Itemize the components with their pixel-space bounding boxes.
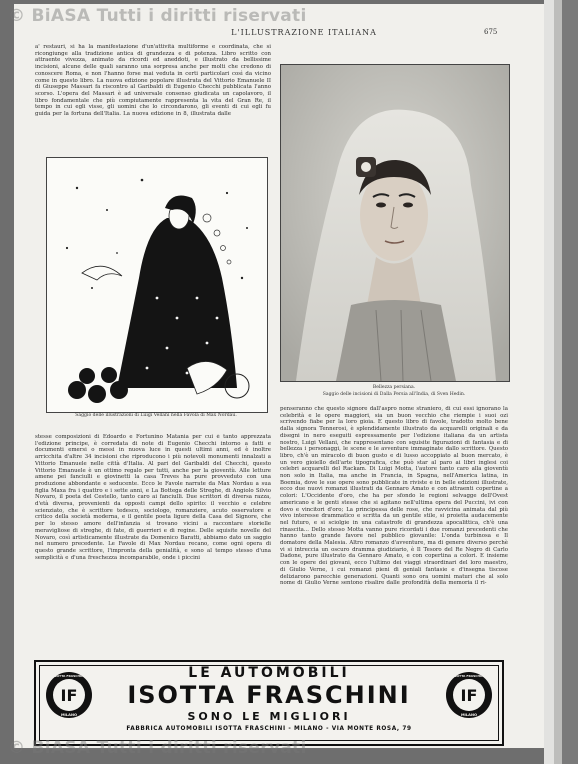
watermark-bottom: © BiASA Tutti i diritti riservati <box>8 738 307 758</box>
favole-illustration <box>46 157 268 413</box>
persian-caption-text: Saggio delle incisioni di Dalla Persia all'India, di Sven Hedin. <box>322 392 466 397</box>
page-edge-dark <box>562 0 578 764</box>
if-logo-right-bottom: MILANO <box>460 713 478 717</box>
right-column-bottom-text: penseranno che questo signore dall'aspro nome straniero, di cui essi ignorano la celebrità e le opere maggiori, sia un buon vecchio che riempie i suoi ozi scrivendo fiabe per la loro gioia. E questo libro di favole, tradotto molto bene dalla signora Tennerosi, è splendidamente illustrato da acquarelli originali e da disegni in nero eseguiti espressamente per l'edizione italiana da un artista nostro, Luigi Vellani, che rappresentano con squisite figurazioni di fantasia e di bellezza i personaggi, le scene e le avventure immaginate dallo scrittore. Questo libro, ch'è un miracolo di buon gusto e di lusso accoppiato al buon mercato, è un vero gioiello dell'arte tipografica, che può star al paro ai libri inglesi coi celebri acquarelli del Rackam. Di Luigi Motta, l'autore tanto caro alla gioventù non solo in Italia, ma anche in Francia, in Spagna, nell'America latina, in Boemia, dove le sue opere sono pubblicate in riviste e in belle edizioni illustrate, ecco due nuovi romanzi illustrati da Gennaro Amato e con attraenti copertine a colori: L'Occidente d'oro, che ha per sfondo le regioni selvagge dell'Ovest americano e le genti stesse che si agitano nell'ultima opera del Puccini, ivi con dovo e vincitori d'oro; La principessa delle rose, che ravvicina animata dal più vivo interesse drammatico e scritta da un gentile stile, si proietta audacemente nel futuro, e si sciolgie in una catastrofe di grandezza apocalittica, ch'è una rinascita... Dello stesso Motta vanno pure ricordati i due romanzi precedenti che hanno tanto grande favore nel pubblico giovanile: L'onda turbinosa e Il domatore della Malesia. Altro romanzo d'avventure, ma di genere diverso perchè vi si intreccia un oscuro dramma giudiziario, è Il Tesoro del Re Negro di Carlo Dadone, pure illustrato da Gennaro Amato, e con copertina a colori. E insieme con le opere dei giovani, ecco l'ultimo dei viaggi straordinari del loro maestro, di Giulio Verne, i cui romanzi pieni di geniali fantasie e d'insegna tiscose deliziarono parecchie generazioni. Quanti sono ora uomini maturi che al solo nome di Giulio Verne sentono risalire dalle profondità della memoria il ri- <box>280 406 508 587</box>
if-logo-right-top: ISOTTA FRASCHINI <box>453 674 485 678</box>
left-column-bottom-text: stesse composizioni di Edoardo e Fortunino Matania per cui è tanto apprezzata l'edizione principe, è corredata di note di Eugenio Checchi intorno a fatti e documenti emersi o messi in nuova luce in questi ultimi anni, ed è inoltre arricchita d'altre 34 incisioni che riproducono i più notevoli monumenti innalzati a Vittorio Emanuele nelle città d'Italia. Al pari del Garibaldi del Checchi, questo Vittorio Emanuele è un ottimo regalo per tutti, anche per la gioventù. Alle letture amene pei fanciulli e giovinetti la casa Treves ha pure provveduto con una produzione abbondante e seducente. Ecco le Favole narrate da Max Nordau a sua figlia Maxa fra i quattro e i sette anni, e La Bottega delle Streghe, di Angiolo Silvio Novaro, il poeta del Cestello, tanto caro ai fanciulli. Due scrittori di diversa razza, d'età diversa, provenienti da opposti campi dello spirito: il vecchio e celebre scienziato, che è scrittore tedesco, sociologo, romanziere, acuto osservatore e critico della società moderna, e il gentile poeta ligure della Casa del Signore, che per lo stesso amore dell'infanzia si trovano vicini a raccontare storielle meravigliose di streghe, di fate, di guerrieri e di regine. Delle squisite novelle del Novaro, così artisticamente illustrate da Domenico Baratti, abbiamo dato un saggio nel numero precedente. Le Favole di Max Nordau recano, come ogni opera di questo grande scrittore, l'impronta della genialità, e sono al tempo stesso d'una semplicità e d'una freschezza incomparabile, onde i piccini <box>35 434 271 561</box>
ad-brand-name: ISOTTA FRASCHINI <box>127 681 411 709</box>
page-edge-light <box>544 0 554 764</box>
ad-address: FABBRICA AUTOMOBILI ISOTTA FRASCHINI - MILANO - VIA MONTE ROSA, 79 <box>126 726 412 732</box>
isotta-fraschini-ad <box>34 660 504 746</box>
if-logo-right-mono: IF <box>460 686 478 705</box>
left-column-top-text: a' restauri, si ha la manifestazione d'un'attività multiforme e coordinata, che si ricongiunge alla tradizione antica di grandezza e di potenza. Libro scritto con attraente vivezza, animato da ricordi ed aneddoti, e illustrato da bellissime incisioni, alcune delle quali saranno una sorpresa anche per molti che credono di conoscere Roma, e non l'hanno forse mai veduta in certi particolari così da vicino come in questo libro. La nuova edizione popolare illustrata del Vittorio Emanuele II di Giuseppe Massari fa riscontro al Garibaldi di Eugenio Checchi pubblicata l'anno scorso. L'opera del Massari è ad universale consenso giudicata un capolavoro, il libro fondamentale che più compiutamente rappresenta la vita del Gran Re, il tempo in cui egli visse, gli uomini che lo circondarono, gli eventi di cui egli fu guida per la fortuna dell'Italia. La nuova edizione in 8, illustrata dalle <box>35 44 271 118</box>
magazine-page <box>14 4 544 748</box>
watermark-top: © BiASA Tutti i diritti riservati <box>8 6 307 26</box>
running-title: L'ILLUSTRAZIONE ITALIANA <box>231 28 377 37</box>
persian-portrait <box>280 64 510 382</box>
woman-with-cloak-drawing <box>47 158 267 412</box>
ad-headline-top: LE AUTOMOBILI <box>188 665 350 681</box>
if-logo-left-mono: IF <box>60 686 78 705</box>
persian-caption-title: Bellezza persiana. <box>372 385 416 390</box>
favole-caption: Saggio delle illustrazioni di Luigi Vellani nella Favola di Max Nordau. <box>75 413 237 418</box>
page-edge-mid <box>554 0 562 764</box>
persian-woman-photo <box>281 65 509 381</box>
page-number: 675 <box>484 28 498 36</box>
if-logo-left-top: ISOTTA FRASCHINI <box>53 674 85 678</box>
if-logo-left-bottom: MILANO <box>60 713 78 717</box>
ad-slogan: SONO LE MIGLIORI <box>187 710 351 723</box>
